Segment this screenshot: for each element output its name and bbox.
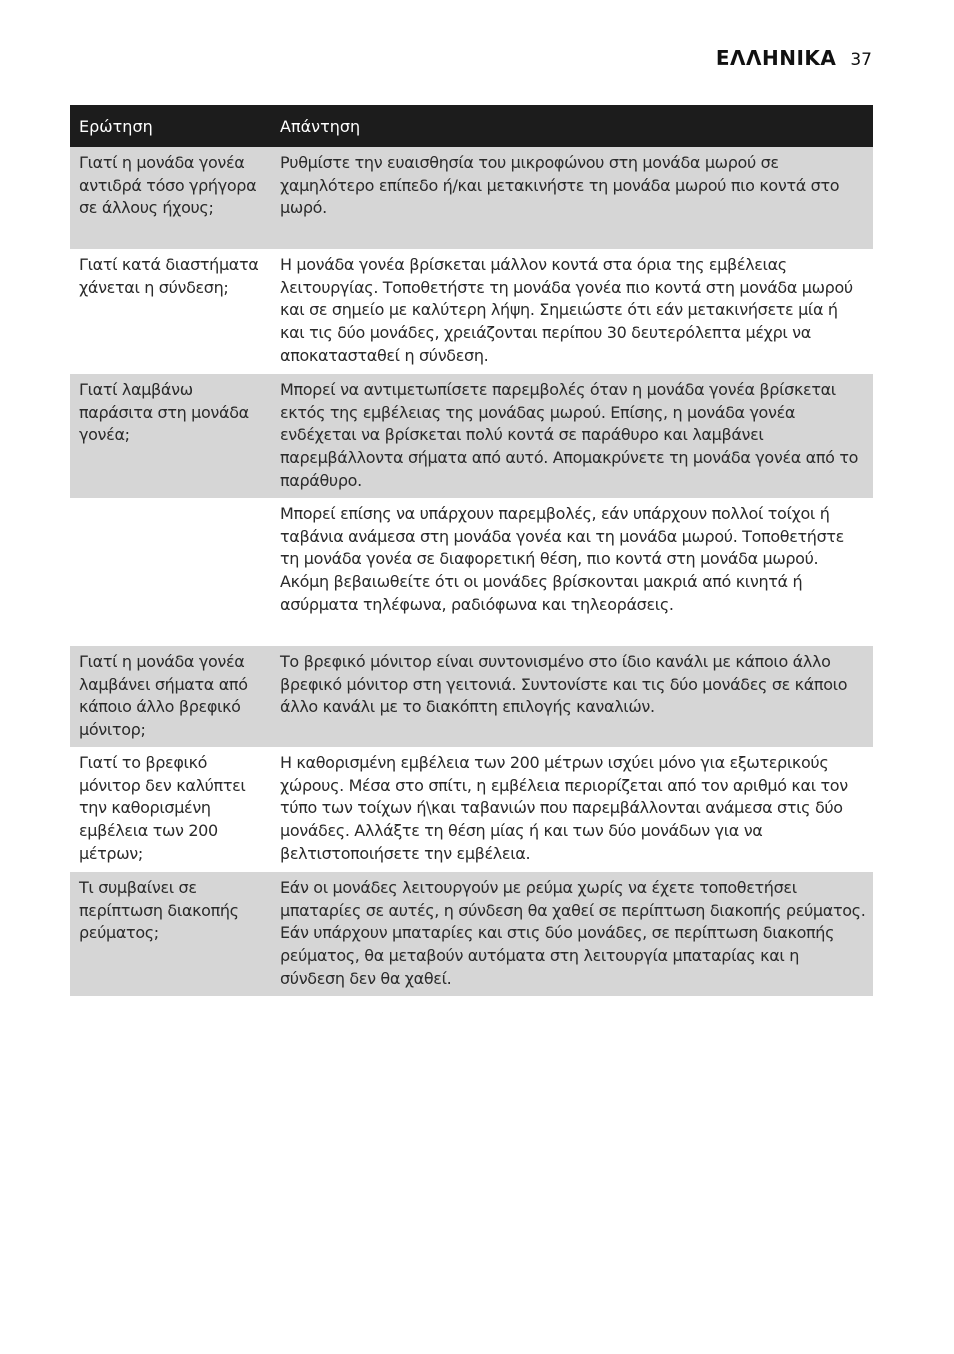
- table-row: [70, 498, 873, 646]
- answer-cell: Εάν οι μονάδες λειτουργούν με ρεύμα χωρίς να έχετε τοποθετήσει μπαταρίες σε αυτές, η σύνδεση θα χαθεί σε περίπτωση διακοπής ρεύματος. Εάν υπάρχουν μπαταρίες και στις δύο μονάδες, σε περίπτωση διακοπής ρεύματος, θα μεταβούν αυτόματα στη λειτουργία μπαταρίας και η σύνδεση δεν θα χαθεί.: [271, 872, 873, 996]
- answer-cell: Η καθορισμένη εμβέλεια των 200 μέτρων ισχύει μόνο για εξωτερικούς χώρους. Μέσα στο σπίτι, η εμβέλεια περιορίζεται από τον αριθμό και τον τύπο των τοίχων ή\και ταβανιών που παρεμβάλλονται ανάμεσα στις δύο μονάδες. Αλλάξτε τη θέση μίας ή και των δύο μονάδων για να βελτιστοποιήσετε την εμβέλεια.: [271, 747, 873, 872]
- question-cell: Τι συμβαίνει σε περίπτωση διακοπής ρεύματος;: [70, 872, 271, 996]
- question-cell: Γιατί το βρεφικό μόνιτορ δεν καλύπτει την καθορισμένη εμβέλεια των 200 μέτρων;: [70, 747, 271, 872]
- table-row: [70, 374, 873, 498]
- answer-cell: Μπορεί να αντιμετωπίσετε παρεμβολές όταν η μονάδα γονέα βρίσκεται εκτός της εμβέλειας της μονάδας μωρού. Επίσης, η μονάδα γονέα ενδέχεται να βρίσκεται πολύ κοντά σε παράθυρο και λαμβάνει παρεμβάλλοντα σήματα από αυτό. Απομακρύνετε τη μονάδα γονέα από το παράθυρο.: [271, 374, 873, 498]
- page-number: 37: [850, 50, 872, 70]
- table-row: [70, 646, 873, 747]
- table-row: [70, 872, 873, 996]
- table-row: [70, 249, 873, 374]
- troubleshooting-table: [70, 105, 873, 996]
- table-row: [70, 147, 873, 249]
- answer-cell: Μπορεί επίσης να υπάρχουν παρεμβολές, εάν υπάρχουν πολλοί τοίχοι ή ταβάνια ανάμεσα στη μονάδα γονέα και τη μονάδα μωρού. Τοποθετήστε τη μονάδα γονέα σε διαφορετική θέση, πιο κοντά στη μονάδα μωρού. Ακόμη βεβαιωθείτε ότι οι μονάδες βρίσκονται μακριά από κινητά ή ασύρματα τηλέφωνα, ραδιόφωνα και τηλεοράσεις.: [271, 498, 873, 646]
- question-cell: Γιατί κατά διαστήματα χάνεται η σύνδεση;: [70, 249, 271, 374]
- table-header-row: [70, 105, 873, 147]
- question-cell: Γιατί η μονάδα γονέα λαμβάνει σήματα από κάποιο άλλο βρεφικό μόνιτορ;: [70, 646, 271, 747]
- question-cell: Γιατί λαμβάνω παράσιτα στη μονάδα γονέα;: [70, 374, 271, 498]
- answer-cell: Η μονάδα γονέα βρίσκεται μάλλον κοντά στα όρια της εμβέλειας λειτουργίας. Τοποθετήστε τη μονάδα γονέα πιο κοντά στη μονάδα μωρού και σε σημείο με καλύτερη λήψη. Σημειώστε ότι εάν μετακινήσετε μία ή και τις δύο μονάδες, χρειάζονται περίπου 30 δευτερόλεπτα μέχρι να αποκατασταθεί η σύνδεση.: [271, 249, 873, 374]
- column-header-question: Ερώτηση: [70, 105, 271, 147]
- question-cell: [70, 498, 271, 646]
- language-label: ΕΛΛΗΝΙΚΑ: [715, 46, 837, 70]
- column-header-answer: Απάντηση: [271, 105, 873, 147]
- page-header: [716, 46, 872, 70]
- answer-cell: Ρυθμίστε την ευαισθησία του μικροφώνου στη μονάδα μωρού σε χαμηλότερο επίπεδο ή/και μετακινήστε τη μονάδα μωρού πιο κοντά στο μωρό.: [271, 147, 873, 249]
- question-cell: Γιατί η μονάδα γονέα αντιδρά τόσο γρήγορα σε άλλους ήχους;: [70, 147, 271, 249]
- answer-cell: Το βρεφικό μόνιτορ είναι συντονισμένο στο ίδιο κανάλι με κάποιο άλλο βρεφικό μόνιτορ στη γειτονιά. Συντονίστε και τις δύο μονάδες σε κάποιο άλλο κανάλι με το διακόπτη επιλογής καναλιών.: [271, 646, 873, 747]
- table-row: [70, 747, 873, 872]
